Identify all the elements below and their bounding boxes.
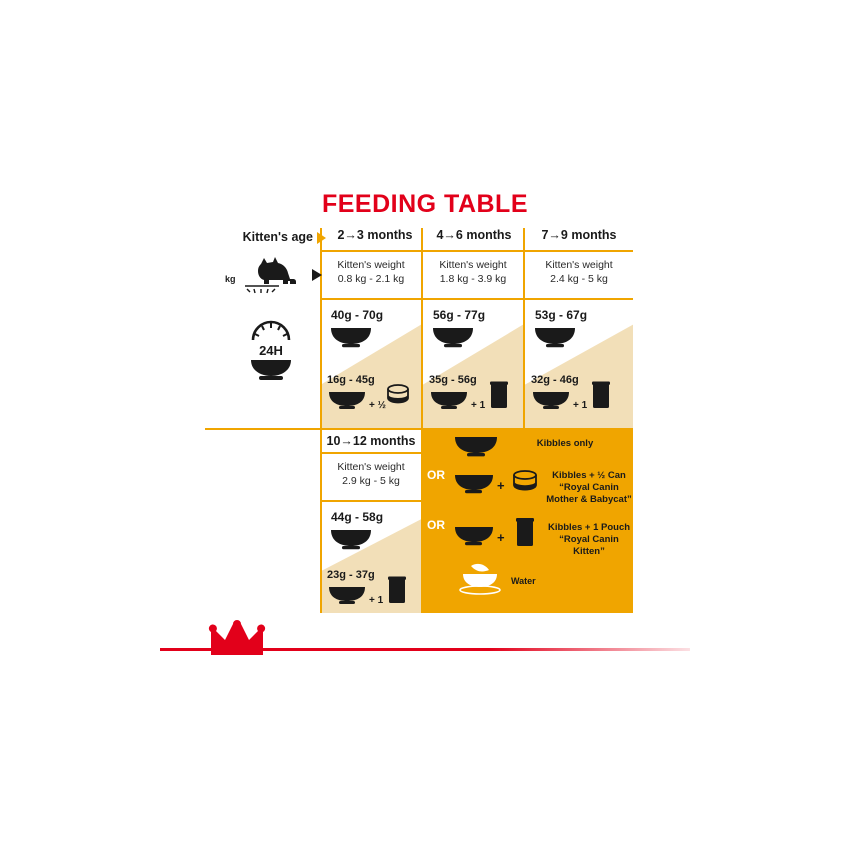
legend-pouch-line1: Kibbles + 1 Pouch xyxy=(547,522,631,533)
legend-pouch-icon xyxy=(513,516,537,548)
weight-range-col1: 0.8 kg - 2.1 kg xyxy=(337,273,405,285)
grid-line-lower-header xyxy=(320,452,421,454)
weight-label-col4: Kitten's weight xyxy=(337,461,405,473)
column-header-2-3-months: 2→3 months xyxy=(337,228,413,242)
legend-label-pouch xyxy=(543,522,635,558)
dose-kibble-only-col4: 44g - 58g xyxy=(331,510,384,524)
legend-pouch-line3: Kitten” xyxy=(573,546,605,557)
royal-canin-crown-icon xyxy=(205,620,269,656)
bowl-icon-col2 xyxy=(431,326,475,348)
hours-badge-label: 24H xyxy=(259,343,283,358)
table-header-row xyxy=(205,228,633,252)
row-label-kittens-age: Kitten's age xyxy=(242,230,313,244)
column-header-7-9-months: 7→9 months xyxy=(541,228,617,242)
dose-kibble-only-col1: 40g - 70g xyxy=(331,308,384,322)
weight-label-col1: Kitten's weight xyxy=(337,259,405,271)
pouch-icon-col2 xyxy=(487,380,511,410)
grid-line-header-bottom xyxy=(320,298,633,300)
weight-cell-col3 xyxy=(527,258,631,286)
grid-vline-2 xyxy=(421,228,423,428)
legend-label-water: Water xyxy=(511,576,536,586)
grid-vline-1 xyxy=(320,228,322,428)
column-header-4-6-months: 4→6 months xyxy=(436,228,512,242)
bowl-icon-mixed-col1 xyxy=(327,390,367,410)
24h-bowl-icon xyxy=(235,310,307,382)
legend-half-can-line1: Kibbles + ½ Can xyxy=(552,470,626,481)
pouch-icon-col3 xyxy=(589,380,613,410)
bowl-icon-mixed-col4 xyxy=(327,585,367,605)
grid-vline-4 xyxy=(320,430,322,613)
weight-cell-col2 xyxy=(425,258,521,286)
bowl-icon-col1 xyxy=(329,326,373,348)
plus-pouch-col3: + 1 xyxy=(573,400,588,411)
legend-can-icon xyxy=(511,468,539,496)
pouch-icon-col4 xyxy=(385,575,409,605)
weight-range-col3: 2.4 kg - 5 kg xyxy=(550,273,608,285)
legend-bowl-icon-3 xyxy=(453,524,495,546)
weight-range-col4: 2.9 kg - 5 kg xyxy=(342,475,400,487)
can-icon-col1 xyxy=(385,382,411,408)
legend-half-can-line3: Mother & Babycat” xyxy=(546,494,632,505)
arrow-right-icon xyxy=(317,232,326,244)
bowl-icon-mixed-col2 xyxy=(429,390,469,410)
dose-mixed-col4: 23g - 37g xyxy=(327,569,375,581)
weight-range-col2: 1.8 kg - 3.9 kg xyxy=(439,273,507,285)
page-title: FEEDING TABLE xyxy=(321,190,529,218)
dose-kibble-only-col3: 53g - 67g xyxy=(535,308,588,322)
legend-half-can-line2: “Royal Canin xyxy=(559,482,619,493)
dose-mixed-col3: 32g - 46g xyxy=(531,374,579,386)
weight-cell-col1 xyxy=(323,258,419,286)
column-header-10-12-months: 10→12 months xyxy=(326,434,416,448)
cat-scale-icon xyxy=(223,256,315,294)
legend-plus-2: + xyxy=(497,530,505,545)
legend-plus-1: + xyxy=(497,478,505,493)
legend-bowl-icon-2 xyxy=(453,472,495,494)
legend-pouch-line2: “Royal Canin xyxy=(559,534,619,545)
weight-label-col3: Kitten's weight xyxy=(545,259,613,271)
weight-cell-col4 xyxy=(323,460,419,488)
grid-vline-5 xyxy=(421,430,423,613)
dose-mixed-col2: 35g - 56g xyxy=(429,374,477,386)
plus-pouch-col4: + 1 xyxy=(369,595,384,606)
feeding-table xyxy=(205,228,633,613)
dose-kibble-only-col2: 56g - 77g xyxy=(433,308,486,322)
play-arrow-icon xyxy=(311,268,323,282)
grid-line-mid xyxy=(205,428,633,430)
plus-half-can-col1: + ½ xyxy=(369,400,386,411)
plus-pouch-col2: + 1 xyxy=(471,400,486,411)
legend-label-half-can xyxy=(543,470,635,506)
svg-text:kg: kg xyxy=(225,274,236,284)
grid-vline-3 xyxy=(523,228,525,428)
weight-label-col2: Kitten's weight xyxy=(439,259,507,271)
legend-or-2: OR xyxy=(427,518,445,532)
legend-bowl-icon-1 xyxy=(453,434,499,458)
legend-label-kibbles-only: Kibbles only xyxy=(536,438,594,449)
water-bowl-icon xyxy=(457,562,509,596)
grid-line-lower-weight xyxy=(320,500,421,502)
dose-mixed-col1: 16g - 45g xyxy=(327,374,375,386)
bowl-icon-col3 xyxy=(533,326,577,348)
bowl-icon-mixed-col3 xyxy=(531,390,571,410)
legend-or-1: OR xyxy=(427,468,445,482)
bowl-icon-col4 xyxy=(329,528,373,550)
